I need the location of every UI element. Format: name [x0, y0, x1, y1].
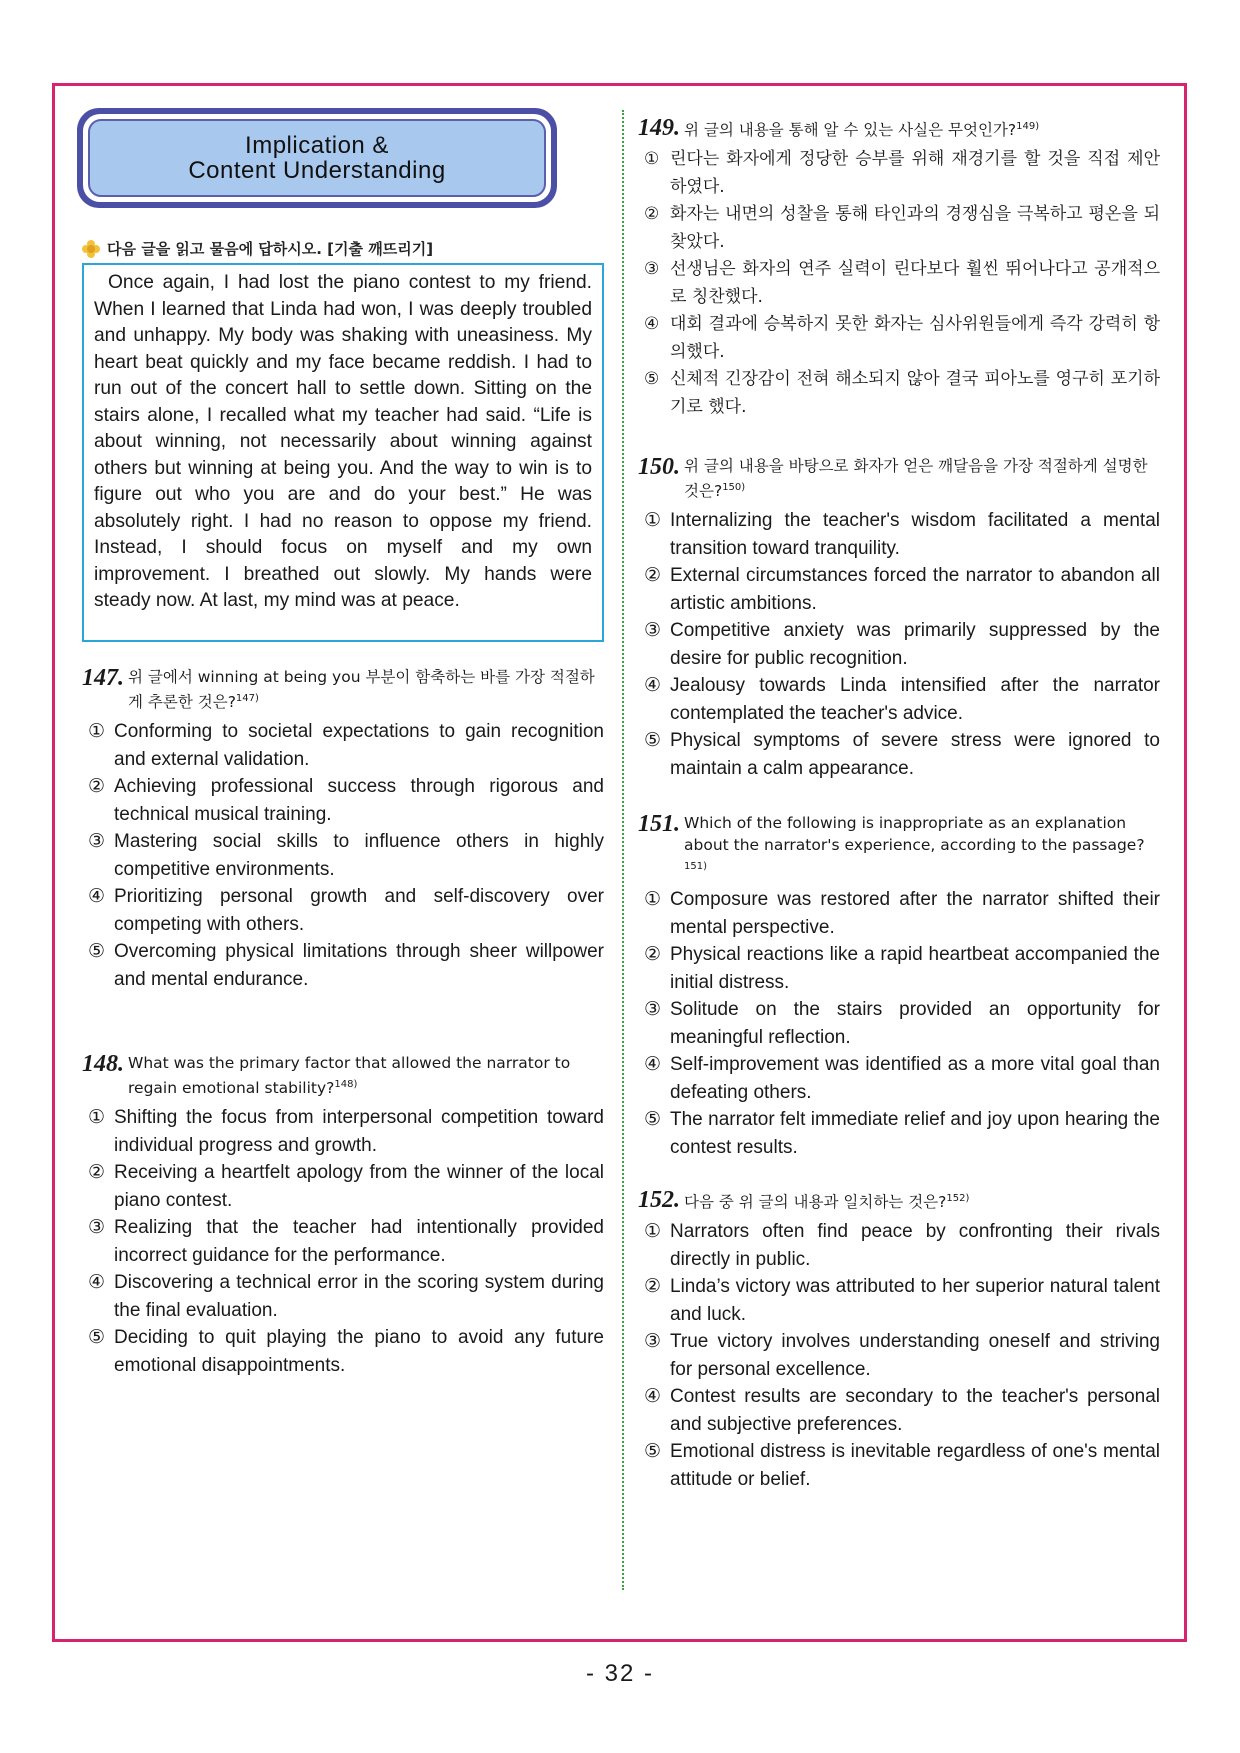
footnote-ref: 147): [235, 693, 259, 704]
option-mark: ②: [644, 944, 662, 966]
question-147: [82, 666, 604, 993]
option-text: 대회 결과에 승복하지 못한 화자는 심사위원들에게 즉각 강력히 항의했다.: [670, 314, 1160, 362]
option-mark: ⑤: [644, 730, 662, 752]
question-text: 위 글에서 winning at being you 부분이 함축하는 바를 가장 적절하게 추론한 것은?: [128, 668, 595, 712]
option-mark: ④: [88, 886, 106, 908]
option[interactable]: [638, 201, 1160, 256]
option-text: True victory involves understanding oneself and striving for personal excellence.: [670, 1331, 1160, 1380]
section-title-box: [77, 108, 557, 208]
option-mark: ⑤: [644, 1109, 662, 1131]
instruction-text: 다음 글을 읽고 물음에 답하시오. [기출 깨뜨리기]: [107, 240, 434, 258]
option-text: Prioritizing personal growth and self-discovery over competing with others.: [114, 886, 604, 935]
option[interactable]: [638, 146, 1160, 201]
option-text: Overcoming physical limitations through sheer willpower and mental endurance.: [114, 941, 604, 990]
option-mark: ④: [644, 1054, 662, 1076]
footnote-ref: 148): [334, 1079, 358, 1090]
option[interactable]: [82, 828, 604, 883]
option-text: Self-improvement was identified as a more vital goal than defeating others.: [670, 1054, 1160, 1103]
option-mark: ③: [88, 831, 106, 853]
option[interactable]: [82, 1159, 604, 1214]
option-mark: ⑤: [88, 941, 106, 963]
option[interactable]: [638, 507, 1160, 562]
option-text: Conforming to societal expectations to gain recognition and external validation.: [114, 721, 604, 770]
option-text: Discovering a technical error in the scoring system during the final evaluation.: [114, 1272, 604, 1321]
question-number: 149.: [638, 115, 680, 141]
option-text: External circumstances forced the narrator to abandon all artistic ambitions.: [670, 565, 1160, 614]
option-mark: ①: [644, 1221, 662, 1243]
section-title-line1: Implication &: [245, 132, 389, 159]
option-text: Competitive anxiety was primarily suppressed by the desire for public recognition.: [670, 620, 1160, 669]
option[interactable]: [638, 562, 1160, 617]
option-text: Mastering social skills to influence others in highly competitive environments.: [114, 831, 604, 880]
question-number: 151.: [638, 811, 680, 837]
option[interactable]: [82, 938, 604, 993]
option[interactable]: [638, 1438, 1160, 1493]
option-mark: ②: [644, 565, 662, 587]
option-text: Solitude on the stairs provided an opportunity for meaningful reflection.: [670, 999, 1160, 1048]
option-text: Realizing that the teacher had intentionally provided incorrect guidance for the performance.: [114, 1217, 604, 1266]
page-number: - 32 -: [585, 1660, 654, 1687]
option[interactable]: [82, 773, 604, 828]
option-mark: ③: [88, 1217, 106, 1239]
option[interactable]: [638, 617, 1160, 672]
option[interactable]: [82, 718, 604, 773]
option-mark: ③: [644, 999, 662, 1021]
question-152: [638, 1188, 1160, 1493]
option-text: Physical reactions like a rapid heartbeat accompanied the initial distress.: [670, 944, 1160, 993]
option[interactable]: [638, 941, 1160, 996]
option-mark: ①: [644, 889, 662, 911]
section-title-line2: Content Understanding: [188, 157, 446, 184]
option-text: Shifting the focus from interpersonal competition toward individual progress and growth.: [114, 1107, 604, 1156]
option-mark: ④: [644, 1386, 662, 1408]
option-text: 린다는 화자에게 정당한 승부를 위해 재경기를 할 것을 직접 제안하였다.: [670, 149, 1160, 197]
option-text: 신체적 긴장감이 전혀 해소되지 않아 결국 피아노를 영구히 포기하기로 했다.: [670, 369, 1160, 417]
option-text: Deciding to quit playing the piano to avoid any future emotional disappointments.: [114, 1327, 604, 1376]
option-text: The narrator felt immediate relief and joy upon hearing the contest results.: [670, 1109, 1160, 1158]
option[interactable]: [82, 1214, 604, 1269]
option[interactable]: [638, 672, 1160, 727]
question-text: 다음 중 위 글의 내용과 일치하는 것은?: [684, 1193, 947, 1212]
option-mark: ①: [88, 1107, 106, 1129]
question-number: 147.: [82, 665, 124, 691]
question-150: [638, 455, 1160, 782]
option-mark: ④: [644, 675, 662, 697]
option[interactable]: [638, 1383, 1160, 1438]
option-mark: ④: [644, 314, 660, 335]
option-mark: ②: [644, 1276, 662, 1298]
option-text: Receiving a heartfelt apology from the winner of the local piano contest.: [114, 1162, 604, 1211]
option-mark: ②: [644, 204, 660, 225]
footnote-ref: 152): [946, 1193, 970, 1204]
option-text: Jealousy towards Linda intensified after the narrator contemplated the teacher's advice.: [670, 675, 1160, 724]
option[interactable]: [638, 886, 1160, 941]
question-text: What was the primary factor that allowed the narrator to regain emotional stability?: [128, 1054, 571, 1098]
question-148: [82, 1052, 604, 1379]
option[interactable]: [638, 311, 1160, 366]
option-mark: ③: [644, 620, 662, 642]
option-mark: ③: [644, 1331, 662, 1353]
flower-icon: [82, 240, 100, 258]
option[interactable]: [638, 996, 1160, 1051]
option[interactable]: [638, 256, 1160, 311]
instruction: [82, 238, 433, 259]
option[interactable]: [638, 1106, 1160, 1161]
option-mark: ②: [88, 776, 106, 798]
option-mark: ②: [88, 1162, 106, 1184]
footnote-ref: 149): [1016, 121, 1040, 132]
question-text: 위 글의 내용을 통해 알 수 있는 사실은 무엇인가?: [684, 121, 1017, 140]
column-divider: [622, 110, 624, 1590]
question-text: Which of the following is inappropriate as an explanation about the narrator's experience, according to the passage?: [684, 814, 1145, 854]
option-text: Achieving professional success through rigorous and technical musical training.: [114, 776, 604, 825]
option-mark: ⑤: [644, 1441, 662, 1463]
question-number: 152.: [638, 1187, 680, 1213]
option[interactable]: [82, 1269, 604, 1324]
option[interactable]: [638, 1051, 1160, 1106]
option[interactable]: [638, 727, 1160, 782]
question-151: [638, 812, 1160, 1161]
question-number: 148.: [82, 1051, 124, 1077]
option-mark: ④: [88, 1272, 106, 1294]
option-text: 선생님은 화자의 연주 실력이 린다보다 훨씬 뛰어나다고 공개적으로 칭찬했다.: [670, 259, 1160, 307]
option-text: Emotional distress is inevitable regardless of one's mental attitude or belief.: [670, 1441, 1160, 1490]
reading-passage: Once again, I had lost the piano contest to my friend. When I learned that Linda had won, I was deeply troubled and unhappy. My body was shaking with uneasiness. My heart beat quickly and my face became reddish. I had to run out of the concert hall to settle down. Sitting on the stairs alone, I recalled what my teacher had said. “Life is about winning, not necessarily about winning against others but winning at being you. And the way to win is to figure out who you are and do your best.” He was absolutely right. I had no reason to oppose my friend. Instead, I should focus on myself and my own improvement. I breathed out slowly. My hands were steady now. At last, my mind was at peace.: [82, 263, 604, 642]
option-mark: ⑤: [644, 369, 660, 390]
option-mark: ①: [88, 721, 106, 743]
question-149: [638, 116, 1160, 421]
option[interactable]: [82, 1104, 604, 1159]
option[interactable]: [638, 1328, 1160, 1383]
option[interactable]: [82, 1324, 604, 1379]
question-text: 위 글의 내용을 바탕으로 화자가 얻은 깨달음을 가장 적절하게 설명한 것은?: [684, 457, 1148, 501]
option-text: Internalizing the teacher's wisdom facilitated a mental transition toward tranquility.: [670, 510, 1160, 559]
option-mark: ③: [644, 259, 660, 280]
option-text: Narrators often find peace by confronting their rivals directly in public.: [670, 1221, 1160, 1270]
question-number: 150.: [638, 454, 680, 480]
option-text: Linda’s victory was attributed to her superior natural talent and luck.: [670, 1276, 1160, 1325]
option[interactable]: [638, 1218, 1160, 1273]
option-text: Physical symptoms of severe stress were ignored to maintain a calm appearance.: [670, 730, 1160, 779]
option[interactable]: [82, 883, 604, 938]
option-mark: ⑤: [88, 1327, 106, 1349]
option-text: Composure was restored after the narrator shifted their mental perspective.: [670, 889, 1160, 938]
option-text: 화자는 내면의 성찰을 통해 타인과의 경쟁심을 극복하고 평온을 되찾았다.: [670, 204, 1160, 252]
option-text: Contest results are secondary to the teacher's personal and subjective preferences.: [670, 1386, 1160, 1435]
option-mark: ①: [644, 510, 662, 532]
option-mark: ①: [644, 149, 660, 170]
option[interactable]: [638, 366, 1160, 421]
footnote-ref: 150): [722, 482, 746, 493]
option[interactable]: [638, 1273, 1160, 1328]
footnote-ref: 151): [684, 861, 707, 872]
